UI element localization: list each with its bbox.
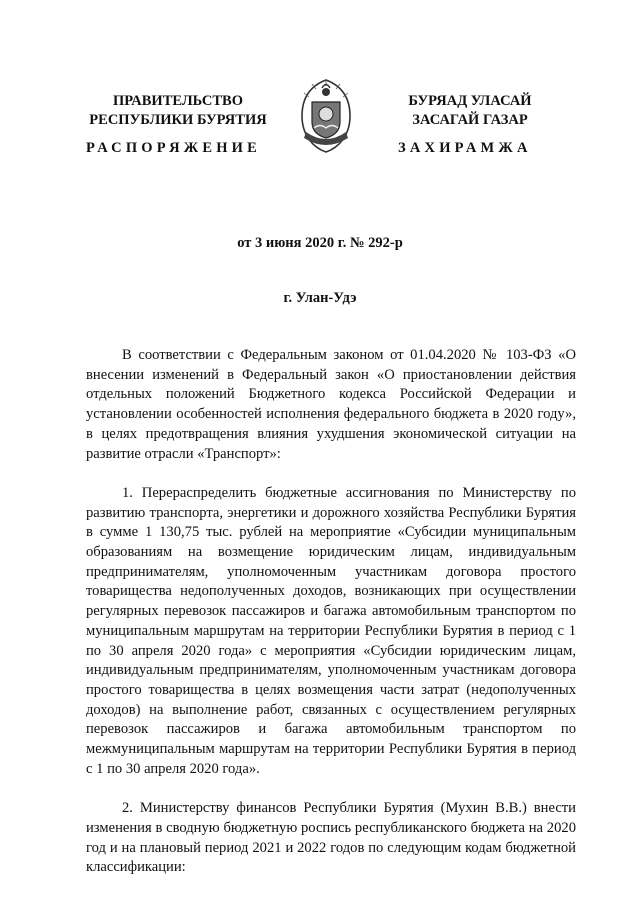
coat-of-arms-icon bbox=[296, 76, 356, 154]
header-right-line1: БУРЯАД УЛАСАЙ bbox=[408, 93, 532, 109]
decree-city: г. Улан-Удэ bbox=[283, 290, 357, 306]
document-body bbox=[86, 346, 576, 878]
header-left-line1: ПРАВИТЕЛЬСТВО bbox=[113, 93, 243, 109]
decree-title-bua: ЗАХИРАМЖА bbox=[398, 140, 532, 156]
header-left bbox=[80, 92, 276, 130]
item-1-paragraph: 1. Перераспределить бюджетные ассигнования по Министерству по развитию транспорта, энергетики и дорожного хозяйства Республики Бурятия в сумме 1 130,75 тыс. рублей на мероприятие «Субсидии муниципальным образованиям на возмещение юридическим лицам, индивидуальным предпринимателям, уполномоченным участникам договора простого товарищества недополученных доходов, возникающих при осуществлении регулярных перевозок пассажиров и багажа автомобильным транспортом по муниципальным маршрутам на территории Республики Бурятия в период с 1 по 30 апреля 2020 года» с мероприятия «Субсидии юридическим лицам, индивидуальным предпринимателям, уполномоченным участникам договора простого товарищества в целях возмещения части затрат (недополученных доходов) на выполнение работ, связанных с осуществлением регулярных перевозок пассажиров и багажа автомобильным транспортом по межмуниципальным маршрутам на территории Республики Бурятия в период с 1 по 30 апреля 2020 года». bbox=[86, 484, 576, 777]
header-right-line2: ЗАСАГАЙ ГАЗАР bbox=[412, 112, 528, 128]
intro-paragraph: В соответствии с Федеральным законом от 01.04.2020 № 103-ФЗ «О внесении изменений в Федеральный закон «О приостановлении действия отдельных положений Бюджетного кодекса Российской Федерации и установлении особенностей исполнения федерального бюджета в 2020 году», в целях предотвращения влияния ухудшения экономической ситуации на развитие отрасли «Транспорт»: bbox=[86, 347, 576, 462]
decree-title-ru: РАСПОРЯЖЕНИЕ bbox=[86, 140, 262, 156]
item-2-paragraph: 2. Министерству финансов Республики Бурятия (Мухин В.В.) внести изменения в сводную бюджетную роспись республиканского бюджета на 2020 год и на плановый период 2021 и 2022 годов по следующим кодам бюджетной классификации: bbox=[86, 800, 576, 876]
header-right bbox=[372, 92, 568, 130]
header-left-line2: РЕСПУБЛИКИ БУРЯТИЯ bbox=[89, 112, 267, 128]
decree-date-number: от 3 июня 2020 г. № 292-р bbox=[237, 235, 403, 251]
